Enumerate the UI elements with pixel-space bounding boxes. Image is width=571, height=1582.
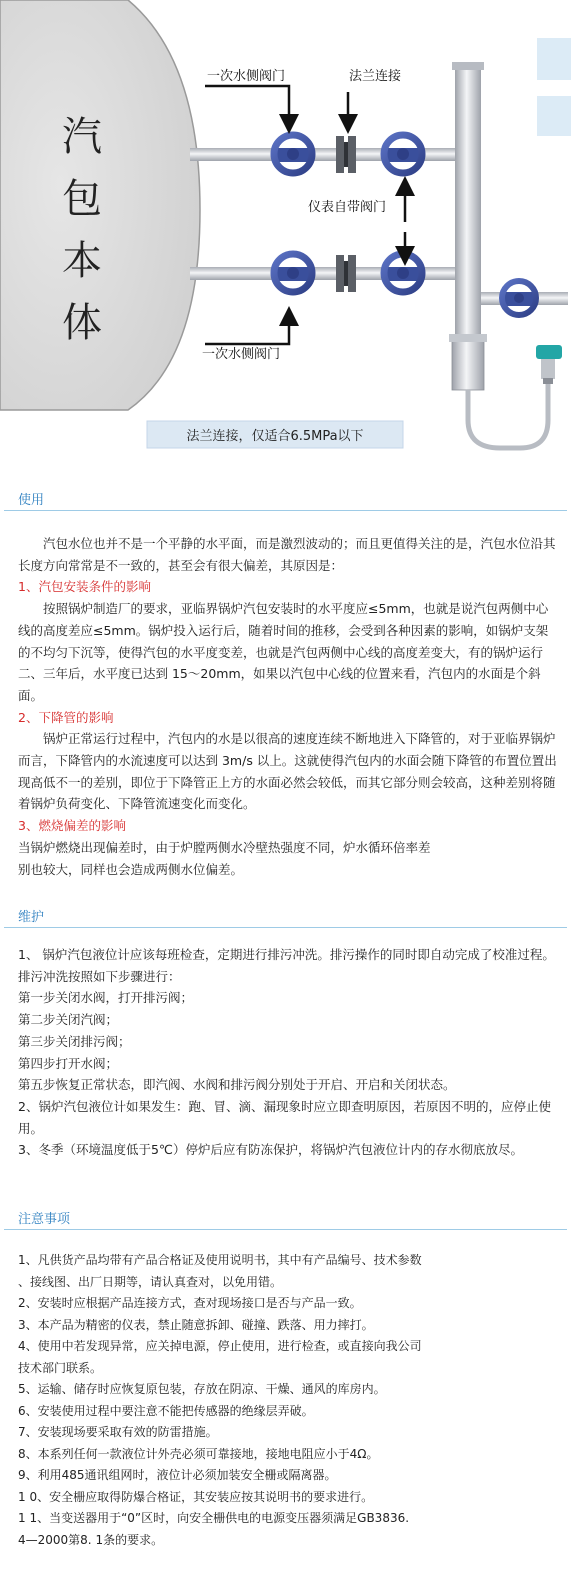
label-valve-bottom: 一次水侧阀门 [202,347,281,362]
installation-diagram [0,0,571,470]
usage-heading-1: 1、汽包安装条件的影响 [18,579,151,595]
maintenance-line: 1、 锅炉汽包液位计应该每班检查，定期进行排污冲洗。排污操作的同时即自动完成了校准过程。排污冲洗按照如下步骤进行： [18,947,555,984]
label-valve-top: 一次水侧阀门 [207,69,286,84]
notes-line: 1 0、安全栅应取得防爆合格证，其安装应按其说明书的要求进行。 [18,1489,374,1504]
pressure-sensor [536,345,562,384]
maintenance-line: 3、冬季（环境温度低于5℃）停炉后应有防冻保护，将锅炉汽包液位计内的存水彻底放尽。 [18,1142,523,1158]
valve-side [502,281,536,315]
usage-section-header [0,483,571,515]
label-instrument-valve: 仪表自带阀门 [308,200,387,215]
usage-section-divider [4,510,567,511]
maintenance-line: 第一步关闭水阀，打开排污阀； [18,990,194,1006]
callout-top-line [205,86,289,124]
label-flange: 法兰连接 [349,69,402,84]
flange-lower [336,255,356,292]
maintenance-line: 第二步关闭汽阀； [18,1012,119,1028]
maintenance-line: 第五步恢复正常状态，即汽阀、水阀和排污阀分别处于开启、开启和关闭状态。 [18,1077,456,1093]
usage-section-title: 使用 [18,493,45,508]
notes-line: 5、运输、储存时应恢复原包装，存放在阴凉、干燥、通风的库房内。 [18,1382,386,1396]
notes-line: 4、使用中若发现异常，应关掉电源，停止使用，进行检查，或直接向我公司 [18,1339,422,1353]
maintenance-section-divider [4,927,567,928]
maintenance-line: 第四步打开水阀； [18,1055,119,1071]
notes-line: 9、利用485通讯组网时，液位计必须加装安全栅或隔离器。 [18,1468,337,1482]
caption-text: 法兰连接，仅适合6.5MPa以下 [186,429,364,444]
gauge-column-foot [452,340,484,390]
maintenance-line: 2、锅炉汽包液位计如果发生：跑、冒、滴、漏现象时应立即查明原因，若原因不明的，应停止使用。 [18,1098,551,1136]
notes-line: 4—2000第8. 1条的要求。 [18,1532,164,1547]
usage-heading-3: 3、燃烧偏差的影响 [18,818,126,834]
valve-upper-left [274,135,312,173]
notes-line: 6、安装使用过程中要注意不能把传感器的绝缘层弄破。 [18,1403,314,1418]
usage-intro: 汽包水位也并不是一个平静的水平面，而是激烈波动的；而且更值得关注的是，汽包水位沿其长度方向常常是不一致的，甚至会有很大偏差，其原因是： [18,536,556,573]
usage-paragraph-3b: 别也较大，同样也会造成两侧水位偏差。 [18,861,244,877]
notes-section-title: 注意事项 [18,1212,71,1227]
flange-upper [336,136,356,173]
usage-heading-2: 2、下降管的影响 [18,709,114,725]
maintenance-section-header [0,900,571,932]
maintenance-line: 第三步关闭排污阀； [18,1033,131,1049]
notes-line: 、接线图、出厂日期等，请认真查对，以免用错。 [18,1274,283,1289]
usage-paragraph-1: 按照锅炉制造厂的要求，亚临界锅炉汽包安装时的水平度应≤5mm，也就是说汽包两侧中心线的高度差应≤5mm。锅炉投入运行后，随着时间的推移，会受到各种因素的影响，如锅炉支架的不均匀下沉等，使得汽包的水平度变差，也就是汽包两侧中心线的高度差变大，有的锅炉运行二、三年后，水平度已达到 15～20mm，如果以汽包中心线的位置来看，汽包内的水面是个斜面。 [18,601,549,703]
drum-label-4: 体 [62,300,102,346]
notes-line: 技术部门联系。 [18,1360,103,1375]
notes-line: 1 1、当变送器用于“0”区时，向安全栅供电的电源变压器须满足GB3836. [18,1511,410,1525]
valve-lower-left [274,254,312,292]
drum-label-1: 汽 [62,114,102,160]
valve-upper-right [384,135,422,173]
maintenance-section-body [18,944,558,1161]
gauge-column-cap [452,62,484,70]
installation-diagram-svg [0,0,571,470]
notes-line: 1、凡供货产品均带有产品合格证及使用说明书，其中有产品编号、技术参数 [18,1253,422,1267]
notes-line: 2、安装时应根据产品连接方式，查对现场接口是否与产品一致。 [18,1296,362,1310]
callout-bottom-line [205,316,289,344]
notes-section-divider [4,1229,567,1230]
notes-section-header [0,1202,571,1234]
maintenance-section-title: 维护 [18,910,45,925]
notes-line: 7、安装现场要采取有效的防雷措施。 [18,1425,218,1439]
gauge-flange [449,334,487,342]
usage-paragraph-2: 锅炉正常运行过程中，汽包内的水是以很高的速度连续不断地进入下降管的，对于亚临界锅炉而言，下降管内的水流速度可以达到 3m/s 以上。这就使得汽包内的水面会随下降管的布置位置出现高低不一的差别，即位于下降管正上方的水面必然会较低，而其它部分则会较高，这种差别将随着锅炉负荷变化、下降管流速变化而变化。 [18,731,557,812]
right-tab-1 [537,38,571,80]
usage-section-body [18,533,558,880]
right-tab-2 [537,96,571,136]
drum-label-3: 本 [62,238,102,284]
drum-label-2: 包 [62,176,102,222]
gauge-column [455,66,481,366]
notes-section-body [18,1250,558,1551]
notes-line: 3、本产品为精密的仪表，禁止随意拆卸、碰撞、跌落、用力摔打。 [18,1317,374,1332]
usage-paragraph-3a: 当锅炉燃烧出现偏差时，由于炉膛两侧水冷壁热强度不同，炉水循环倍率差 [18,839,431,855]
valve-lower-right [384,254,422,292]
notes-line: 8、本系列任何一款液位计外壳必须可靠接地，接地电阻应小于4Ω。 [18,1446,379,1461]
